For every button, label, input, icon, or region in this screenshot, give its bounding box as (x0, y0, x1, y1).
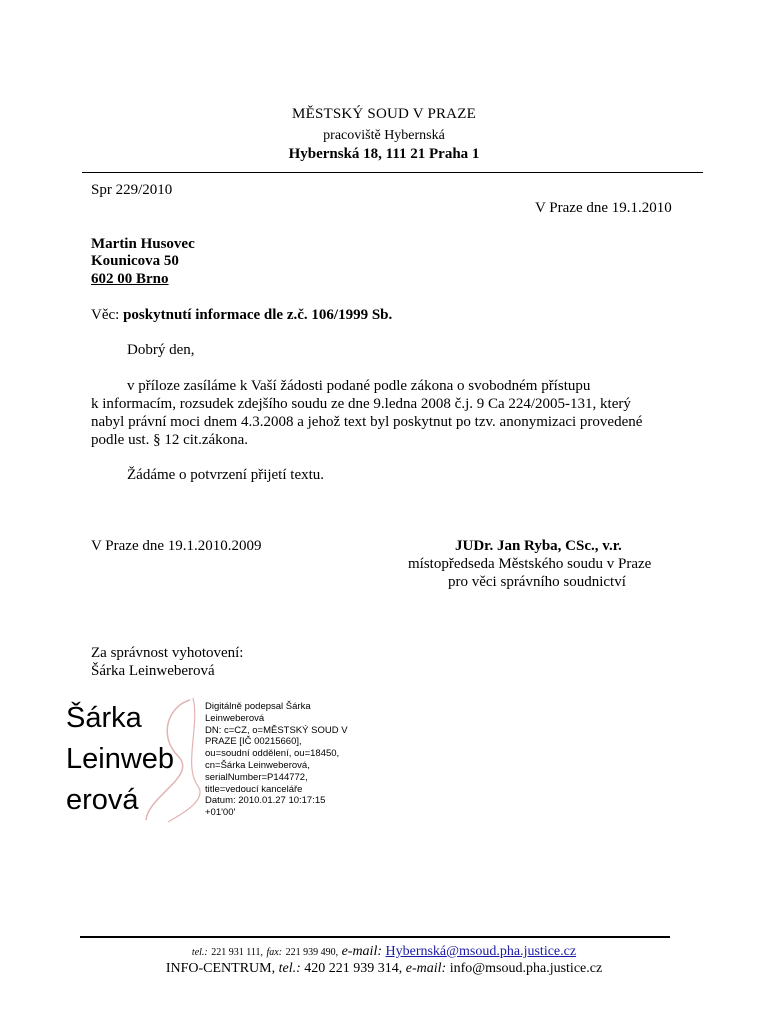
signature-info-line: DN: c=CZ, o=MĚSTSKÝ SOUD V (205, 724, 348, 736)
signature-name-line-1: Šárka (66, 702, 142, 734)
signature-info-line: Datum: 2010.01.27 10:17:15 (205, 795, 326, 807)
signature-name-line-2: Leinweb (66, 743, 175, 775)
signature-info-line: title=vedoucí kanceláře (205, 783, 303, 795)
letter-date: V Praze dne 19.1.2010 (535, 200, 672, 216)
footer-fax-label: fax: (266, 947, 283, 958)
info-tel-label: tel.: (278, 961, 301, 976)
court-name: MĚSTSKÝ SOUD V PRAZE (292, 106, 476, 122)
body-line-2: k informacím, rozsudek zdejšího soudu ze dne 9.ledna 2008 č.j. 9 Ca 224/2005-131, který (91, 396, 631, 412)
greeting: Dobrý den, (127, 342, 195, 358)
subject-label: Věc: (91, 307, 120, 323)
body-line-3: nabyl právní moci dnem 4.3.2008 a jehož text byl poskytnut po tzv. anonymizaci provedené (91, 414, 643, 430)
signature-info-line: +01'00' (205, 807, 236, 819)
footer-email-link[interactable]: Hybernská@msoud.pha.justice.cz (385, 944, 577, 959)
signatory-role-2: pro věci správního soudnictví (448, 574, 626, 590)
court-address: Hybernská 18, 111 21 Praha 1 (288, 146, 480, 162)
info-centre-label: INFO-CENTRUM, (165, 961, 276, 976)
signature-info-line: serialNumber=P144772, (205, 771, 308, 783)
signature-info-line: PRAZE [IČ 00215660], (205, 736, 302, 748)
recipient-street: Kounicova 50 (91, 253, 179, 269)
header-divider (82, 172, 703, 173)
digital-signature-name (66, 698, 174, 821)
signature-info-line: cn=Šárka Leinweberová, (205, 759, 310, 771)
reference-number: Spr 229/2010 (91, 182, 173, 198)
closing-date: V Praze dne 19.1.2010.2009 (91, 538, 262, 554)
certification-label: Za správnost vyhotovení: (91, 645, 244, 661)
request-text: Žádáme o potvrzení přijetí textu. (127, 467, 325, 483)
signature-info-line: ou=soudní oddělení, ou=18450, (205, 748, 340, 760)
footer-fax: 221 939 490, (285, 947, 339, 958)
footer-info-centre (0, 961, 768, 977)
info-tel: 420 221 939 314, (304, 961, 403, 976)
court-branch: pracoviště Hybernská (323, 128, 445, 143)
footer-email-label: e-mail: (341, 944, 382, 959)
info-email-label: e-mail: (405, 961, 447, 976)
signature-info-line: Digitálně podepsal Šárka (205, 701, 311, 712)
body-line-1: v příloze zasíláme k Vaší žádosti podané podle zákona o svobodném přístupu (127, 378, 591, 394)
footer-contact (0, 944, 768, 960)
certification-name: Šárka Leinweberová (91, 663, 215, 679)
footer-tel: 221 931 111, (211, 947, 264, 958)
recipient-name: Martin Husovec (91, 236, 195, 252)
subject-text: poskytnutí informace dle z.č. 106/1999 Sb. (123, 307, 393, 323)
signatory-name: JUDr. Jan Ryba, CSc., v.r. (455, 538, 622, 554)
signature-info-line: Leinweberová (205, 712, 265, 724)
subject-line (91, 307, 392, 324)
body-line-4: podle ust. § 12 cit.zákona. (91, 432, 249, 448)
digital-signature-details (205, 701, 348, 819)
signature-name-line-3: erová (66, 784, 139, 816)
recipient-city: 602 00 Brno (91, 271, 169, 287)
footer-tel-label: tel.: (191, 947, 208, 958)
signatory-role-1: místopředseda Městského soudu v Praze (408, 556, 652, 572)
info-email[interactable]: info@msoud.pha.justice.cz (449, 961, 603, 976)
footer-divider (80, 936, 670, 938)
